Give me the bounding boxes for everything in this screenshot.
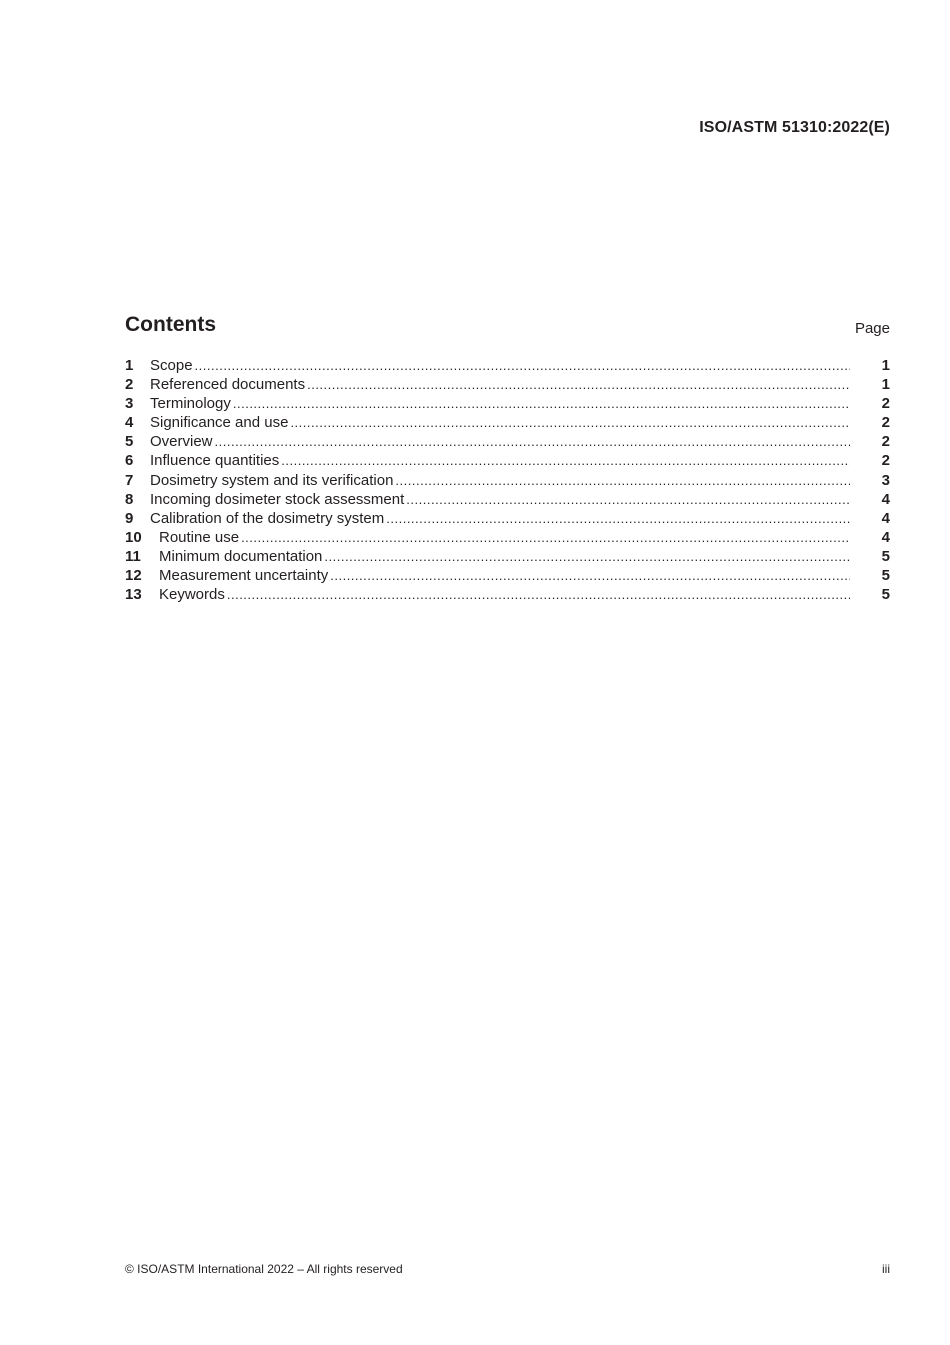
toc-entry-label[interactable]: Referenced documents: [150, 376, 306, 394]
toc-entry-number: 1: [125, 357, 134, 374]
copyright-notice: © ISO/ASTM International 2022 – All rights reserved: [125, 1262, 403, 1276]
table-of-contents: [125, 356, 890, 604]
toc-entry[interactable]: [125, 451, 890, 470]
toc-entry-label[interactable]: Dosimetry system and its verification: [150, 471, 394, 489]
toc-entry-number: 6: [125, 452, 134, 470]
toc-dot-leader: [215, 432, 850, 451]
toc-entry-page[interactable]: 4: [881, 509, 890, 527]
toc-entry-number: 8: [125, 490, 134, 508]
toc-entry-label[interactable]: Terminology: [150, 395, 231, 413]
toc-entry[interactable]: [125, 471, 890, 490]
toc-entry[interactable]: [125, 356, 890, 375]
toc-entry-page[interactable]: 5: [881, 586, 890, 604]
toc-entry-number: 12: [125, 567, 142, 585]
toc-entry-number: 7: [125, 471, 134, 489]
toc-entry-label[interactable]: Minimum documentation: [159, 547, 323, 565]
toc-dot-leader: [324, 547, 850, 566]
toc-entry-number: 9: [125, 509, 134, 527]
toc-dot-leader: [307, 375, 850, 394]
toc-entry[interactable]: [125, 394, 890, 413]
page-column-label: Page: [854, 320, 890, 337]
toc-entry-label[interactable]: Significance and use: [150, 414, 289, 432]
toc-entry-page[interactable]: 4: [881, 490, 890, 508]
toc-entry[interactable]: [125, 490, 890, 509]
toc-entry[interactable]: [125, 566, 890, 585]
toc-dot-leader: [406, 490, 850, 509]
toc-entry-label[interactable]: Scope: [150, 357, 193, 374]
toc-entry-label[interactable]: Incoming dosimeter stock assessment: [150, 490, 405, 508]
toc-entry-page[interactable]: 3: [881, 471, 890, 489]
toc-entry-page[interactable]: 2: [881, 452, 890, 470]
toc-entry-page[interactable]: 2: [881, 395, 890, 413]
toc-entry-number: 2: [125, 376, 134, 394]
toc-entry[interactable]: [125, 585, 890, 604]
toc-entry-page[interactable]: 5: [881, 567, 890, 585]
page-number: iii: [882, 1262, 890, 1276]
toc-dot-leader: [281, 451, 850, 470]
toc-entry-page[interactable]: 1: [881, 376, 890, 394]
toc-entry-label[interactable]: Calibration of the dosimetry system: [150, 509, 385, 527]
toc-entry-label[interactable]: Overview: [150, 433, 213, 451]
toc-dot-leader: [195, 356, 850, 375]
toc-entry-number: 13: [125, 586, 142, 604]
toc-entry-label[interactable]: Influence quantities: [150, 452, 280, 470]
toc-entry[interactable]: [125, 547, 890, 566]
toc-dot-leader: [241, 528, 850, 547]
toc-entry-page[interactable]: 2: [881, 414, 890, 432]
toc-entry-number: 4: [125, 414, 134, 432]
toc-entry-number: 11: [125, 547, 141, 565]
toc-entry[interactable]: [125, 413, 890, 432]
toc-entry[interactable]: [125, 528, 890, 547]
toc-dot-leader: [227, 585, 850, 604]
toc-entry-label[interactable]: Routine use: [159, 528, 240, 546]
document-id: ISO/ASTM 51310:2022(E): [699, 119, 890, 136]
toc-entry-number: 3: [125, 395, 134, 413]
toc-entry-page[interactable]: 2: [881, 433, 890, 451]
toc-entry-page[interactable]: 5: [881, 547, 890, 565]
toc-entry[interactable]: [125, 375, 890, 394]
toc-dot-leader: [233, 394, 850, 413]
toc-entry-number: 10: [125, 528, 142, 546]
toc-entry-label[interactable]: Measurement uncertainty: [159, 567, 329, 585]
toc-dot-leader: [330, 566, 850, 585]
toc-dot-leader: [290, 413, 850, 432]
toc-dot-leader: [386, 509, 850, 528]
contents-title: Contents: [125, 313, 216, 336]
toc-entry-page[interactable]: 1: [881, 357, 890, 374]
toc-dot-leader: [395, 471, 850, 490]
toc-entry-page[interactable]: 4: [881, 528, 890, 546]
toc-entry[interactable]: [125, 432, 890, 451]
contents-header: [125, 313, 890, 341]
toc-entry-number: 5: [125, 433, 134, 451]
toc-entry-label[interactable]: Keywords: [159, 586, 225, 604]
toc-entry[interactable]: [125, 509, 890, 528]
